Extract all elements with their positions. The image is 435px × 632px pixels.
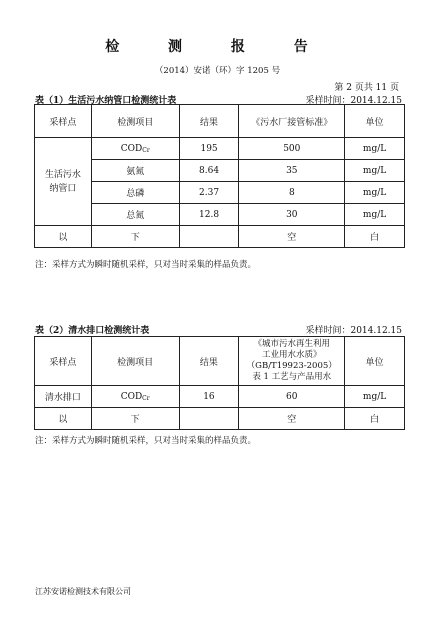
item-cell: 总磷	[91, 182, 179, 204]
result-cell: 16	[179, 386, 239, 408]
footer-cell: 空	[239, 408, 345, 430]
table2	[34, 336, 405, 430]
report-number: （2014）安诺（环）字 1205 号	[154, 66, 281, 76]
header-site: 采样点	[35, 337, 92, 386]
standard-cell: 30	[239, 204, 345, 226]
page-info: 第 2 页共 11 页	[334, 83, 399, 93]
table1	[34, 104, 405, 248]
standard-cell: 8	[239, 182, 345, 204]
table2-caption: 表（2）清水排口检测统计表	[35, 326, 150, 336]
header-item: 检测项目	[91, 105, 179, 138]
unit-cell: mg/L	[345, 160, 405, 182]
header-standard: 《城市污水再生利用 工业用水水质》 （GB/T19923-2005） 表 1 工艺与产品用水	[239, 337, 345, 386]
unit-cell: mg/L	[345, 182, 405, 204]
site-cell: 生活污水纳管口	[35, 138, 92, 226]
table1-caption: 表（1）生活污水纳管口检测统计表	[35, 96, 177, 106]
result-cell: 8.64	[179, 160, 239, 182]
table-row	[35, 138, 405, 160]
result-cell: 12.8	[179, 204, 239, 226]
standard-cell: 35	[239, 160, 345, 182]
footer-cell	[179, 408, 239, 430]
footer-cell: 下	[91, 408, 179, 430]
company-name: 江苏安诺检测技术有限公司	[35, 587, 131, 596]
header-result: 结果	[179, 337, 239, 386]
standard-cell: 500	[239, 138, 345, 160]
standard-cell: 60	[239, 386, 345, 408]
item-cell: CODCr	[91, 138, 179, 160]
table1-sample-time: 采样时间：2014.12.15	[305, 96, 402, 106]
item-cell: 氨氮	[91, 160, 179, 182]
table2-note: 注：采样方式为瞬时随机采样，只对当时采集的样品负责。	[35, 436, 257, 446]
header-standard: 《污水厂接管标准》	[239, 105, 345, 138]
table2-footer-row	[35, 408, 405, 430]
footer-cell: 下	[91, 226, 179, 248]
table1-header-row	[35, 105, 405, 138]
result-cell: 195	[179, 138, 239, 160]
header-result: 结果	[179, 105, 239, 138]
item-cell: 总氮	[91, 204, 179, 226]
unit-cell: mg/L	[345, 386, 405, 408]
table2-sample-time: 采样时间：2014.12.15	[305, 326, 402, 336]
unit-cell: mg/L	[345, 204, 405, 226]
table-row	[35, 386, 405, 408]
footer-cell: 白	[345, 408, 405, 430]
item-cell: CODCr	[91, 386, 179, 408]
unit-cell: mg/L	[345, 138, 405, 160]
footer-cell: 以	[35, 226, 92, 248]
footer-cell	[179, 226, 239, 248]
footer-cell: 白	[345, 226, 405, 248]
table1-footer-row	[35, 226, 405, 248]
header-item: 检测项目	[91, 337, 179, 386]
footer-cell: 空	[239, 226, 345, 248]
header-unit: 单位	[345, 105, 405, 138]
report-title: 检 测 报 告	[105, 39, 330, 55]
site-cell: 清水排口	[35, 386, 92, 408]
table2-header-row	[35, 337, 405, 386]
footer-cell: 以	[35, 408, 92, 430]
header-unit: 单位	[345, 337, 405, 386]
table1-note: 注：采样方式为瞬时随机采样，只对当时采集的样品负责。	[35, 260, 257, 270]
header-site: 采样点	[35, 105, 92, 138]
result-cell: 2.37	[179, 182, 239, 204]
